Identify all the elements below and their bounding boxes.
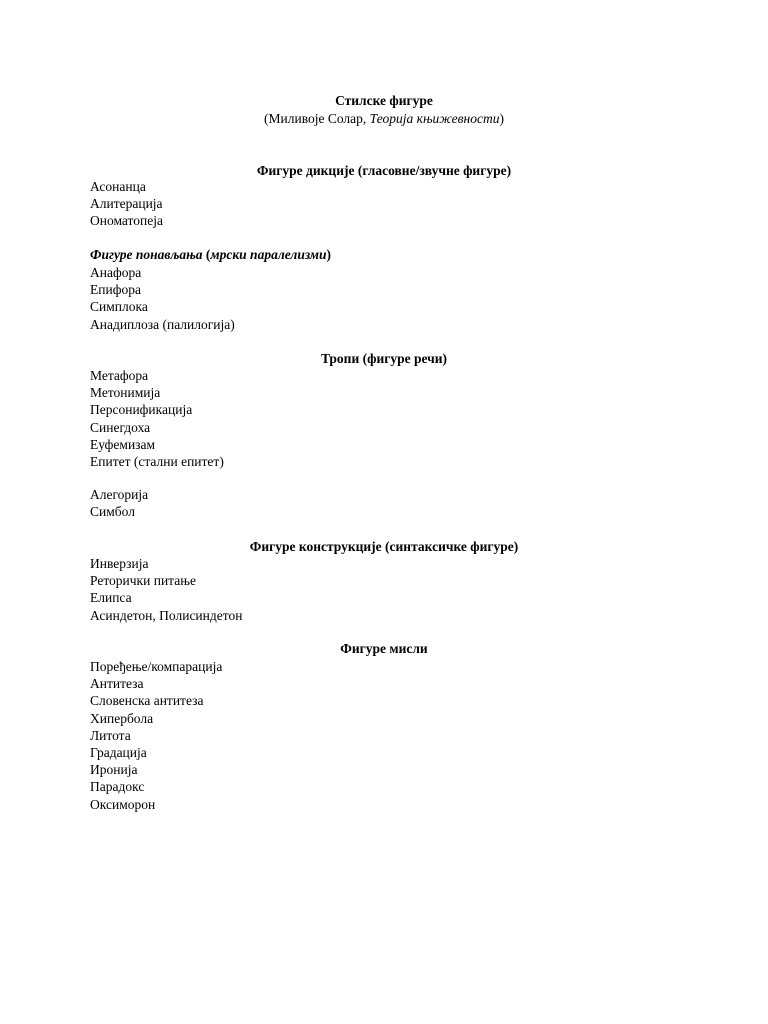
- section-heading-thought: Фигуре мисли: [340, 641, 428, 656]
- list-item: Персонификација: [90, 402, 193, 418]
- list-tropes-extra: [90, 486, 148, 520]
- list-diction: [90, 178, 163, 230]
- list-item: Литота: [90, 727, 131, 743]
- heading-repetition-close: ): [326, 247, 332, 262]
- list-item: Еуфемизам: [90, 436, 156, 452]
- list-item: Анафора: [90, 265, 142, 280]
- heading-repetition-open: (: [202, 247, 211, 262]
- list-item: Симплока: [90, 299, 148, 315]
- section-heading-construction: Фигуре конструкције (синтаксичке фигуре): [249, 539, 519, 554]
- section-heading-diction: Фигуре дикције (гласовне/звучне фигуре): [256, 163, 512, 178]
- list-item: Асонанца: [90, 179, 146, 194]
- heading-repetition-sub: мрски паралелизми: [210, 247, 327, 262]
- list-item: Симбол: [90, 504, 135, 520]
- list-item: Парадокс: [90, 779, 145, 795]
- subtitle-book-title: Теорија књижевности: [369, 111, 500, 126]
- list-thought: [90, 658, 222, 813]
- list-item: Епифора: [90, 282, 141, 298]
- list-item: Реторички питање: [90, 573, 196, 589]
- subtitle-author: Миливоје Солар,: [268, 111, 370, 126]
- subtitle-open-paren: (: [264, 111, 269, 126]
- section-heading-repetition: [90, 246, 331, 263]
- list-repetition: [90, 264, 235, 333]
- list-item: Градација: [90, 744, 147, 760]
- list-item: Иронија: [90, 762, 138, 778]
- list-item: Епитет (стални епитет): [90, 453, 224, 469]
- list-item: Хипербола: [90, 710, 154, 726]
- document-title: Стилске фигуре: [335, 93, 433, 108]
- list-item: Анадиплоза (палилогија): [90, 316, 235, 332]
- list-item: Асиндетон, Полисиндетон: [90, 607, 243, 623]
- section-heading-tropes: Тропи (фигуре речи): [320, 351, 448, 366]
- list-tropes: [90, 367, 224, 470]
- list-item: Алегорија: [90, 487, 149, 502]
- list-item: Алитерација: [90, 196, 163, 212]
- list-item: Инверзија: [90, 556, 149, 571]
- document-subtitle: [0, 110, 768, 127]
- list-construction: [90, 555, 242, 624]
- list-item: Метафора: [90, 368, 149, 383]
- list-item: Метонимија: [90, 385, 161, 401]
- list-item: Словенска антитеза: [90, 693, 204, 709]
- list-item: Елипса: [90, 590, 132, 606]
- list-item: Синегдоха: [90, 419, 151, 435]
- heading-repetition-main: Фигуре понављања: [90, 247, 203, 262]
- list-item: Оксиморон: [90, 796, 156, 812]
- list-item: Поређење/компарација: [90, 659, 223, 674]
- list-item: Ономатопеја: [90, 213, 163, 229]
- subtitle-close-paren: ): [499, 111, 504, 126]
- list-item: Антитеза: [90, 676, 144, 692]
